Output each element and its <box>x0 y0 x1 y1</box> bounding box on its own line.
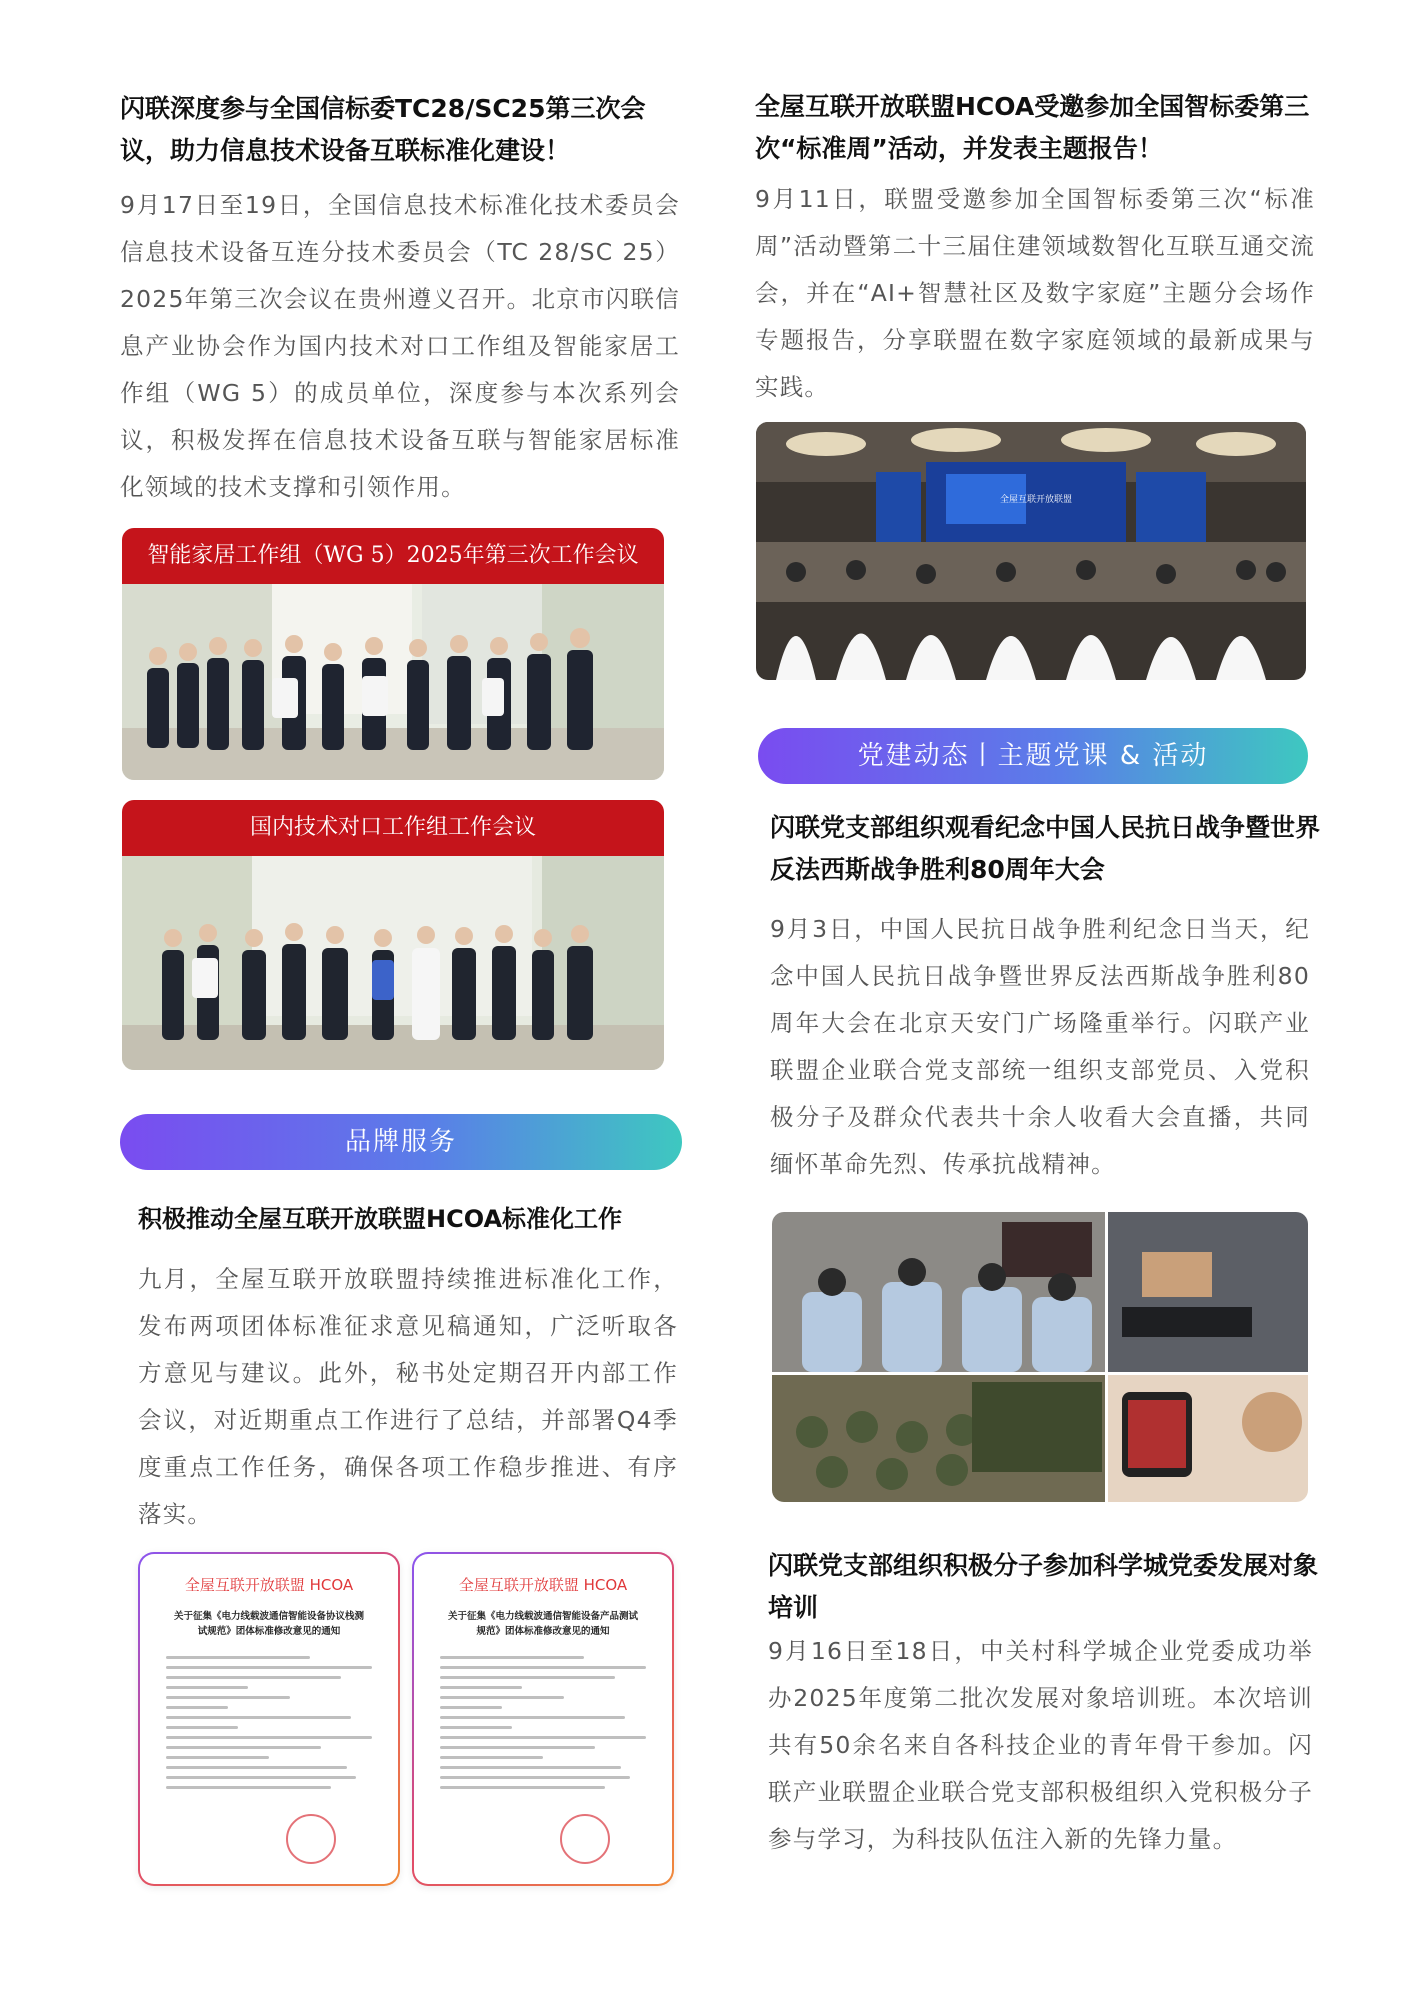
doc-title: 关于征集《电力线载波通信智能设备产品测试规范》团体标准修改意见的通知 <box>447 1611 638 1637</box>
doc-title: 关于征集《电力线载波通信智能设备协议栈测试规范》团体标准修改意见的通知 <box>173 1611 364 1637</box>
article-body-party-training: 9月16日至18日，中关村科学城企业党委成功举办2025年度第二批次发展对象培训班。本次培训共有50余名来自各科技企业的青年骨干参加。闪联产业联盟企业联合党支部积极组织入党积极分子参与学习，为科技队伍注入新的先锋力量。 <box>768 1637 1313 1853</box>
article-title-tc28: 闪联深度参与全国信标委TC28/SC25第三次会议，助力信息技术设备互联标准化建设！ <box>120 94 646 165</box>
conference-screen-title: 全屋互联开放联盟 <box>999 495 1072 505</box>
conference-photo <box>756 422 1306 680</box>
article-body-victory-parade: 9月3日，中国人民抗日战争胜利纪念日当天，纪念中国人民抗日战争暨世界反法西斯战争胜利80周年大会在北京天安门广场隆重举行。闪联产业联盟企业联合党支部统一组织支部党员、入党积极分子及群众代表共十余人收看大会直播，共同缅怀革命先烈、传承抗战精神。 <box>770 915 1310 1178</box>
doc-brand: 全屋互联开放联盟 HCOA <box>184 1576 354 1594</box>
article-title-hcoa-standardization: 积极推动全屋互联开放联盟HCOA标准化工作 <box>138 1205 623 1233</box>
doc-text-lines <box>414 1639 672 1789</box>
seal-stamp-icon <box>286 1814 336 1864</box>
article-title-victory-parade: 闪联党支部组织观看纪念中国人民抗日战争暨世界反法西斯战争胜利80周年大会 <box>770 813 1321 884</box>
section-header-party-building: 党建动态丨主题党课 & 活动 <box>758 728 1308 784</box>
notice-document-1 <box>138 1552 400 1886</box>
article-body-standard-week: 9月11日，联盟受邀参加全国智标委第三次“标准周”活动暨第二十三届住建领域数智化互联互通交流会，并在“AI+智慧社区及数字家庭”主题分会场作专题报告，分享联盟在数字家庭领域的最新成果与实践。 <box>755 185 1315 401</box>
section-header-brand-services: 品牌服务 <box>120 1114 682 1170</box>
photo-banner-domestic: 国内技术对口工作组工作会议 <box>122 800 664 856</box>
notice-document-2 <box>412 1552 674 1886</box>
article-title-party-training: 闪联党支部组织积极分子参加科学城党委发展对象培训 <box>768 1551 1319 1622</box>
article-title-standard-week: 全屋互联开放联盟HCOA受邀参加全国智标委第三次“标准周”活动，并发表主题报告！ <box>755 92 1310 163</box>
photo-banner-wg5: 智能家居工作组（WG 5）2025年第三次工作会议 <box>122 528 664 584</box>
meeting-photo-wg5 <box>122 528 664 780</box>
viewing-collage-photo <box>772 1212 1308 1502</box>
meeting-photo-domestic-group <box>122 800 664 1070</box>
doc-text-lines <box>140 1639 398 1789</box>
seal-stamp-icon <box>560 1814 610 1864</box>
article-body-tc28: 9月17日至19日，全国信息技术标准化技术委员会信息技术设备互连分技术委员会（TC 28/SC 25）2025年第三次会议在贵州遵义召开。北京市闪联信息产业协会作为国内技术对口工作组及智能家居工作组（WG 5）的成员单位，深度参与本次系列会议，积极发挥在信息技术设备互联与智能家居标准化领域的技术支撑和引领作用。 <box>120 191 680 501</box>
article-body-hcoa-standardization: 九月，全屋互联开放联盟持续推进标准化工作，发布两项团体标准征求意见稿通知，广泛听取各方意见与建议。此外，秘书处定期召开内部工作会议，对近期重点工作进行了总结，并部署Q4季度重点工作任务，确保各项工作稳步推进、有序落实。 <box>138 1265 678 1528</box>
doc-brand: 全屋互联开放联盟 HCOA <box>458 1576 628 1594</box>
